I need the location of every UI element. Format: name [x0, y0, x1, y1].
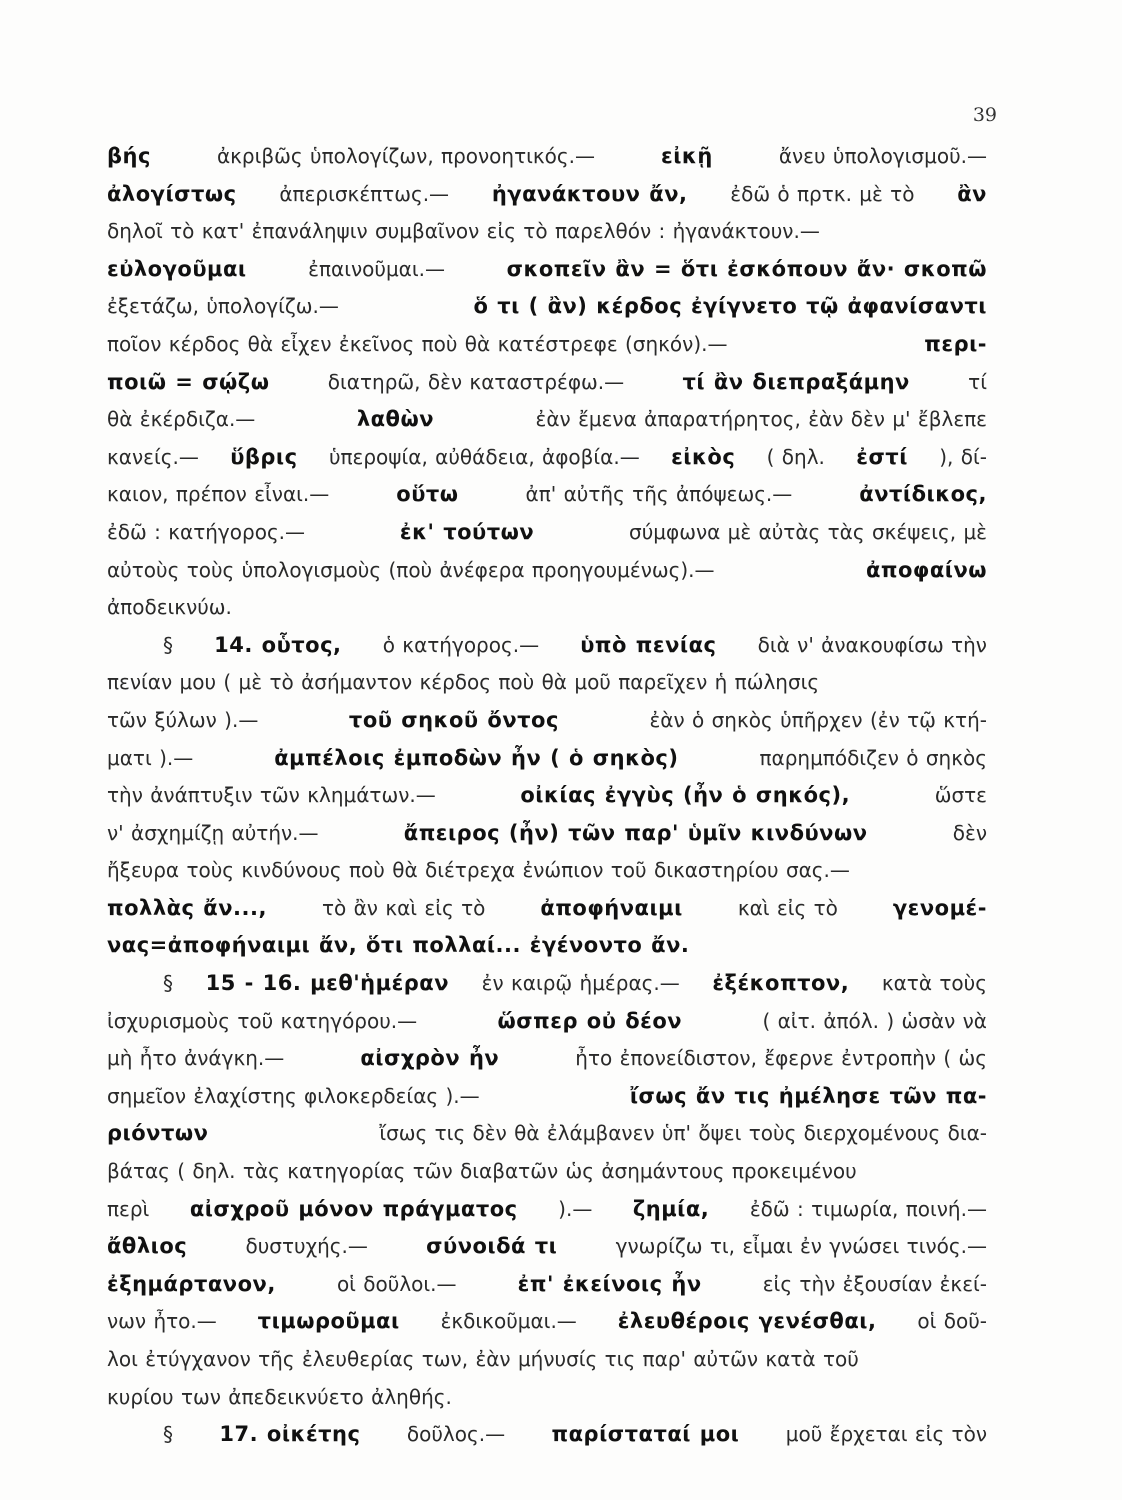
- lemma-term: ἀλογίστως: [107, 181, 237, 206]
- lemma-term: ἐπ' ἐκείνοις ἦν: [517, 1271, 702, 1296]
- gloss-text: βάτας ( δηλ. τὰς κατηγορίας τῶν διαβατῶν ὡς ἀσημάντους προκειμένου: [107, 1159, 857, 1184]
- text-line: [107, 1191, 987, 1229]
- lemma-term: αἰσχροῦ μόνον πράγματος: [189, 1196, 518, 1221]
- text-line: [107, 740, 987, 778]
- gloss-text: τί: [968, 369, 987, 394]
- gloss-text: πενίαν μου ( μὲ τὸ ἀσήμαντον κέρδος ποὺ θὰ μοῦ παρεῖχεν ἡ πώλησις: [107, 670, 820, 695]
- text-line: [107, 401, 987, 439]
- gloss-text: ὥστε: [934, 783, 987, 808]
- text-line: [107, 364, 987, 402]
- text-line: [107, 439, 987, 477]
- gloss-text: ἐκδικοῦμαι.—: [440, 1309, 577, 1334]
- text-line: [107, 1341, 987, 1379]
- lemma-term: σύνοιδά τι: [426, 1234, 558, 1259]
- page-number: 39: [972, 104, 997, 126]
- text-line: [107, 213, 987, 251]
- gloss-text: τὴν ἀνάπτυξιν τῶν κλημάτων.—: [107, 783, 436, 808]
- lemma-term: ἴσως ἄν τις ἠμέλησε τῶν πα-: [629, 1083, 987, 1108]
- text-line: [107, 514, 987, 552]
- lemma-term: εἰκὸς: [671, 444, 736, 469]
- lemma-term: βής: [107, 144, 151, 168]
- text-line: [107, 176, 987, 214]
- text-line: [107, 251, 987, 289]
- text-line: [107, 326, 987, 364]
- lemma-term: ἐστί: [856, 444, 908, 469]
- gloss-text: διὰ ν' ἀνακουφίσω τὴν: [757, 632, 987, 657]
- gloss-text: ).—: [558, 1196, 593, 1221]
- text-line: [107, 476, 987, 514]
- gloss-text: σημεῖον ἐλαχίστης φιλοκερδείας ).—: [107, 1083, 480, 1108]
- lemma-term: ἐξέκοπτον,: [712, 971, 850, 996]
- gloss-text: κατὰ τοὺς: [881, 971, 987, 996]
- gloss-text: δυστυχής.—: [245, 1234, 368, 1259]
- lemma-term: παρίσταταί μοι: [551, 1422, 740, 1447]
- text-line: [107, 815, 987, 853]
- text-line: [107, 1379, 987, 1417]
- lemma-term: ἂν: [957, 181, 987, 206]
- lemma-term: ὅ τι ( ἂν) κέρδος ἐγίγνετο τῷ ἀφανίσαντι: [473, 294, 987, 319]
- lemma-term: ζημία,: [632, 1196, 710, 1221]
- gloss-text: ), δί-: [939, 444, 987, 469]
- gloss-text: ἐπαινοῦμαι.—: [308, 256, 445, 281]
- gloss-text: οἱ δοῦλοι.—: [336, 1271, 457, 1296]
- gloss-text: ἐδῶ : κατήγορος.—: [107, 519, 306, 544]
- gloss-text: παρημπόδιζεν ὁ σηκὸς: [759, 745, 987, 770]
- text-line: [107, 1266, 987, 1304]
- lemma-term: τιμωροῦμαι: [257, 1309, 400, 1334]
- text-line: [107, 589, 987, 627]
- gloss-text: §: [163, 971, 173, 996]
- lemma-term: τοῦ σηκοῦ ὄντος: [348, 707, 559, 732]
- gloss-text: θὰ ἐκέρδιζα.—: [107, 407, 256, 432]
- text-line: [107, 852, 987, 890]
- text-line: [107, 1228, 987, 1266]
- gloss-text: ἰσχυρισμοὺς τοῦ κατηγόρου.—: [107, 1008, 418, 1033]
- lemma-term: περι-: [924, 331, 987, 356]
- lemma-term: λαθὼν: [356, 407, 435, 432]
- gloss-text: ἐξετάζω, ὑπολογίζω.—: [107, 294, 339, 319]
- gloss-text: ἀπ' αὐτῆς τῆς ἀπόψεως.—: [525, 482, 793, 507]
- text-line: [107, 664, 987, 702]
- gloss-text: διατηρῶ, δὲν καταστρέφω.—: [327, 369, 625, 394]
- gloss-text: ἀπερισκέπτως.—: [279, 181, 450, 206]
- lemma-term: ἀντίδικος,: [859, 482, 987, 507]
- gloss-text: ( αἰτ. ἀπόλ. ) ὡσὰν νὰ: [762, 1008, 987, 1033]
- lemma-term: ἄθλιος: [107, 1234, 188, 1259]
- gloss-text: ματι ).—: [107, 745, 194, 770]
- gloss-text: ἤξευρα τοὺς κινδύνους ποὺ θὰ διέτρεχα ἐνώπιον τοῦ δικαστηρίου σας.—: [107, 858, 850, 883]
- lemma-term: νας=ἀποφήναιμι ἄν, ὅτι πολλαί... ἐγένοντο ἄν.: [107, 933, 690, 958]
- gloss-text: περὶ: [107, 1196, 150, 1221]
- text-line: [107, 965, 987, 1003]
- lemma-term: 15 - 16. μεθ'ἡμέραν: [205, 971, 450, 996]
- gloss-text: ἐὰν ἔμενα ἀπαρατήρητος, ἐὰν δὲν μ' ἔβλεπε: [535, 407, 987, 432]
- lemma-term: ὑπὸ πενίας: [580, 632, 717, 657]
- text-line: [107, 1153, 987, 1191]
- gloss-text: νων ἦτο.—: [107, 1309, 217, 1334]
- gloss-text: ν' ἀσχημίζῃ αὐτήν.—: [107, 820, 319, 845]
- lemma-term: γενομέ-: [892, 895, 987, 920]
- gloss-text: ἦτο ἐπονείδιστον, ἔφερνε ἐντροπὴν ( ὡς: [575, 1046, 987, 1071]
- gloss-text: δοῦλος.—: [406, 1422, 506, 1447]
- text-line: [107, 552, 987, 590]
- gloss-text: σύμφωνα μὲ αὐτὰς τὰς σκέψεις, μὲ: [629, 519, 987, 544]
- gloss-text: ἐδῶ : τιμωρία, ποινή.—: [749, 1196, 987, 1221]
- gloss-text: ἐὰν ὁ σηκὸς ὑπῆρχεν (ἐν τῷ κτή-: [649, 707, 987, 732]
- lemma-term: ποιῶ = σῴζω: [107, 369, 270, 394]
- text-line: [107, 1303, 987, 1341]
- gloss-text: §: [163, 632, 173, 657]
- gloss-text: λοι ἐτύγχανον τῆς ἐλευθερίας των, ἐὰν μήνυσίς τις παρ' αὐτῶν κατὰ τοῦ: [107, 1347, 859, 1371]
- text-line: [107, 890, 987, 928]
- commentary-text: [107, 138, 987, 1454]
- lemma-term: τί ἂν διεπραξάμην: [682, 369, 910, 394]
- lemma-term: πολλὰς ἄν...,: [107, 895, 267, 920]
- lemma-term: εὐλογοῦμαι: [107, 256, 247, 281]
- text-line: [107, 1115, 987, 1153]
- gloss-text: γνωρίζω τι, εἶμαι ἐν γνώσει τινός.—: [615, 1234, 987, 1259]
- text-line: [107, 777, 987, 815]
- gloss-text: ( δηλ.: [766, 444, 825, 469]
- lemma-term: ὥσπερ οὐ δέον: [497, 1008, 683, 1033]
- lemma-term: ἐλευθέροις γενέσθαι,: [617, 1309, 877, 1334]
- lemma-term: εἰκῇ: [661, 144, 713, 168]
- gloss-text: δὲν: [952, 820, 987, 845]
- gloss-text: αὐτοὺς τοὺς ὑπολογισμοὺς (ποὺ ἀνέφερα προηγουμένως).—: [107, 557, 715, 582]
- lemma-term: 17. οἰκέτης: [219, 1422, 361, 1447]
- lemma-term: ἐξημάρτανον,: [107, 1271, 276, 1296]
- text-line: [107, 1040, 987, 1078]
- lemma-term: ἐκ' τούτων: [399, 519, 535, 544]
- gloss-text: ἄνευ ὑπολογισμοῦ.—: [778, 144, 987, 168]
- gloss-text: δηλοῖ τὸ κατ' ἐπανάληψιν συμβαῖνον εἰς τὸ παρελθόν : ἠγανάκτουν.—: [107, 219, 820, 244]
- text-line: [107, 627, 987, 665]
- text-line: [107, 1416, 987, 1454]
- gloss-text: ὑπεροψία, αὐθάδεια, ἀφοβία.—: [328, 444, 640, 469]
- gloss-text: καιον, πρέπον εἶναι.—: [107, 482, 330, 507]
- gloss-text: μοῦ ἔρχεται εἰς τὸν: [785, 1422, 987, 1447]
- gloss-text: ἐδῶ ὁ πρτκ. μὲ τὸ: [730, 181, 915, 206]
- gloss-text: ἀκριβῶς ὑπολογίζων, προνοητικός.—: [216, 144, 596, 168]
- gloss-text: ἀποδεικνύω.: [107, 595, 232, 620]
- lemma-term: σκοπεῖν ἂν = ὅτι ἐσκόπουν ἄν· σκοπῶ: [506, 256, 987, 281]
- lemma-term: οἰκίας ἐγγὺς (ἦν ὁ σηκός),: [520, 783, 851, 808]
- gloss-text: καὶ εἰς τὸ: [737, 895, 838, 920]
- gloss-text: μὴ ἦτο ἀνάγκη.—: [107, 1046, 285, 1071]
- gloss-text: κυρίου των ἀπεδεικνύετο ἀληθής.: [107, 1384, 452, 1409]
- lemma-term: ἄπειρος (ἦν) τῶν παρ' ὑμῖν κινδύνων: [403, 820, 868, 845]
- text-line: [107, 138, 987, 176]
- lemma-term: οὕτω: [396, 482, 459, 507]
- lemma-term: ἠγανάκτουν ἄν,: [491, 181, 688, 206]
- text-line: [107, 702, 987, 740]
- gloss-text: ἐν καιρῷ ἡμέρας.—: [481, 971, 680, 996]
- lemma-term: 14. οὗτος,: [214, 632, 342, 657]
- lemma-term: ριόντων: [107, 1121, 209, 1146]
- text-line: [107, 288, 987, 326]
- gloss-text: κανείς.—: [107, 444, 199, 469]
- gloss-text: τὸ ἂν καὶ εἰς τὸ: [321, 895, 486, 920]
- lemma-term: ὕβρις: [230, 444, 298, 469]
- gloss-text: εἰς τὴν ἐξουσίαν ἐκεί-: [762, 1271, 987, 1296]
- gloss-text: ποῖον κέρδος θὰ εἶχεν ἐκεῖνος ποὺ θὰ κατέστρεφε (σηκόν).—: [107, 331, 728, 356]
- gloss-text: ἴσως τις δὲν θὰ ἐλάμβανεν ὑπ' ὄψει τοὺς διερχομένους δια-: [379, 1121, 987, 1146]
- text-line: [107, 1003, 987, 1041]
- lemma-term: αἰσχρὸν ἦν: [360, 1046, 500, 1071]
- gloss-text: οἱ δοῦ-: [917, 1309, 987, 1334]
- lemma-term: ἀποφήναιμι: [540, 895, 683, 920]
- text-line: [107, 1078, 987, 1116]
- gloss-text: ὁ κατήγορος.—: [382, 632, 540, 657]
- text-line: [107, 927, 987, 965]
- lemma-term: ἀποφαίνω: [865, 557, 987, 582]
- lemma-term: ἀμπέλοις ἐμποδὼν ἦν ( ὁ σηκὸς): [274, 745, 679, 770]
- gloss-text: §: [163, 1422, 173, 1447]
- gloss-text: τῶν ξύλων ).—: [107, 707, 259, 732]
